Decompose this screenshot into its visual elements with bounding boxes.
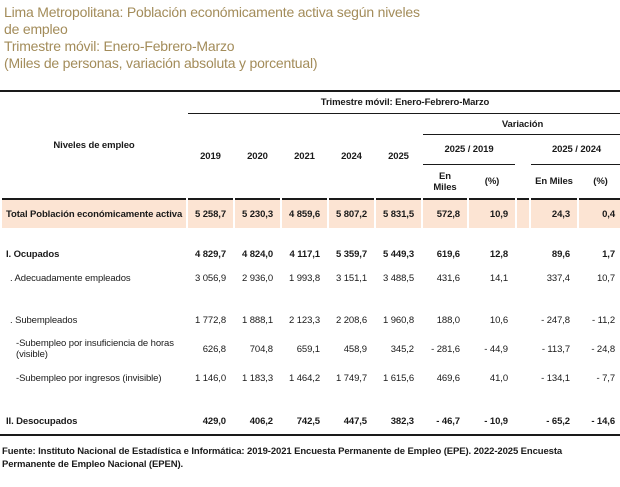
cell-value: 1 772,8	[195, 314, 226, 326]
cell-value: - 46,7	[436, 415, 460, 427]
cell-value: 24,3	[531, 200, 577, 228]
cell-value: 1 993,8	[289, 272, 320, 284]
header-year-2020: 2020	[235, 114, 280, 200]
cell-value: 447,5	[343, 415, 367, 427]
cell-value: 3 151,1	[336, 272, 367, 284]
source-note: Fuente: Instituto Nacional de Estadística e Informática: 2019-2021 Encuesta Permanente de Empleo (EPE). 2022-2025 Encuesta Permanente de Empleo Nacional (EPEN).	[2, 446, 563, 470]
header-year-2021: 2021	[282, 114, 327, 200]
title-line-3: Trimestre móvil: Enero-Febrero-Marzo	[4, 38, 235, 54]
title-line-2: de empleo	[4, 21, 68, 37]
table-row-desocupados	[2, 408, 620, 434]
row-label: . Adecuadamente empleados	[10, 272, 131, 284]
cell-value: - 44,9	[484, 343, 508, 355]
row-label: II. Desocupados	[6, 415, 78, 427]
table-header	[2, 92, 620, 200]
cell-value: 4 829,7	[195, 248, 226, 260]
table-body	[2, 200, 620, 434]
cell-value: 1 464,2	[289, 372, 320, 384]
cell-value: 0,4	[579, 200, 620, 228]
cell-value: 5 807,2	[329, 200, 374, 228]
table-row-subempleo-horas-visible	[2, 332, 620, 366]
cell-value: 1 960,8	[383, 314, 414, 326]
header-niveles-de-empleo: Niveles de empleo	[2, 92, 186, 200]
table-row-subempleados	[2, 308, 620, 332]
cell-value: 5 359,7	[336, 248, 367, 260]
cell-value: - 134,1	[541, 372, 570, 384]
cell-value: 626,8	[202, 343, 226, 355]
cell-value: 406,2	[249, 415, 273, 427]
table-title	[0, 2, 620, 78]
cell-value: 572,8	[423, 200, 467, 228]
cell-value: 1 749,7	[336, 372, 367, 384]
header-pct-2: (%)	[579, 165, 620, 200]
gap-cell	[517, 366, 529, 390]
cell-value: 345,2	[390, 343, 414, 355]
gap-cell	[517, 242, 529, 266]
header-en-miles-1: En Miles	[423, 165, 467, 200]
cell-value: 1 146,0	[195, 372, 226, 384]
cell-value: 5 258,7	[188, 200, 233, 228]
table-row-total-pea	[2, 200, 620, 228]
gap-cell	[517, 332, 529, 366]
cell-value: 4 824,0	[242, 248, 273, 260]
header-variation-2025-2024: 2025 / 2024	[531, 135, 620, 165]
table-row-ocupados	[2, 242, 620, 266]
cell-value: 2 936,0	[242, 272, 273, 284]
cell-value: 2 208,6	[336, 314, 367, 326]
cell-value: 10,9	[469, 200, 515, 228]
title-line-1: Lima Metropolitana: Población económicamente activa según niveles	[4, 4, 420, 20]
cell-value: 14,1	[489, 272, 508, 284]
cell-value: 12,8	[489, 248, 508, 260]
cell-value: 429,0	[202, 415, 226, 427]
cell-value: 4 859,6	[282, 200, 327, 228]
cell-value: 188,0	[436, 314, 460, 326]
cell-value: 3 056,9	[195, 272, 226, 284]
cell-value: 1 615,6	[383, 372, 414, 384]
cell-value: 5 230,3	[235, 200, 280, 228]
cell-value: - 113,7	[541, 343, 570, 355]
cell-value: 619,6	[436, 248, 460, 260]
cell-value: 5 831,5	[376, 200, 421, 228]
spacer-row	[2, 290, 620, 308]
header-gap-column	[517, 135, 529, 200]
header-year-2024: 2024	[329, 114, 374, 200]
gap-cell	[517, 266, 529, 290]
statistics-table-container	[0, 90, 620, 436]
cell-value: 337,4	[546, 272, 570, 284]
row-label: -Subempleo por insuficiencia de horas (visible)	[16, 338, 174, 360]
header-variacion: Variación	[423, 114, 620, 135]
table-row-subempleo-ingresos-invisible	[2, 366, 620, 390]
cell-value: - 14,6	[591, 415, 616, 427]
spacer-row	[2, 228, 620, 242]
cell-value: 382,3	[390, 415, 414, 427]
cell-value: 89,6	[551, 248, 570, 260]
header-en-miles-2: En Miles	[531, 165, 577, 200]
cell-value: - 65,2	[546, 415, 570, 427]
cell-value: - 247,8	[541, 314, 570, 326]
cell-value: 704,8	[249, 343, 273, 355]
header-pct-1: (%)	[469, 165, 515, 200]
cell-value: 659,1	[296, 343, 320, 355]
row-label: Total Población económicamente activa	[2, 200, 186, 228]
row-label: -Subempleo por ingresos (invisible)	[16, 372, 162, 384]
cell-value: - 24,8	[591, 343, 616, 355]
gap-cell	[517, 200, 529, 228]
gap-cell	[517, 308, 529, 332]
cell-value: 431,6	[436, 272, 460, 284]
cell-value: - 10,9	[484, 415, 508, 427]
cell-value: 10,7	[596, 272, 616, 284]
cell-value: 4 117,1	[289, 248, 320, 260]
gap-cell	[517, 408, 529, 434]
spacer-row	[2, 390, 620, 408]
header-year-2025: 2025	[376, 114, 421, 200]
row-label: I. Ocupados	[6, 248, 60, 260]
row-label: . Subempleados	[10, 314, 78, 326]
title-line-4: (Miles de personas, variación absoluta y porcentual)	[4, 55, 318, 71]
cell-value: 742,5	[296, 415, 320, 427]
cell-value: 3 488,5	[383, 272, 414, 284]
cell-value: 1 183,3	[242, 372, 273, 384]
header-variation-2025-2019: 2025 / 2019	[423, 135, 515, 165]
cell-value: 5 449,3	[383, 248, 414, 260]
header-trimestre-movil: Trimestre móvil: Enero-Febrero-Marzo	[188, 92, 620, 114]
cell-value: 10,6	[489, 314, 508, 326]
header-year-2019: 2019	[188, 114, 233, 200]
cell-value: 1 888,1	[242, 314, 273, 326]
cell-value: 1,7	[602, 248, 616, 260]
cell-value: - 7,7	[596, 372, 616, 384]
cell-value: 458,9	[343, 343, 367, 355]
cell-value: - 11,2	[592, 314, 616, 326]
cell-value: 2 123,3	[289, 314, 320, 326]
employment-levels-table	[0, 92, 620, 434]
cell-value: 41,0	[489, 372, 508, 384]
table-row-adecuadamente-empleados	[2, 266, 620, 290]
cell-value: 469,6	[436, 372, 460, 384]
cell-value: - 281,6	[431, 343, 460, 355]
